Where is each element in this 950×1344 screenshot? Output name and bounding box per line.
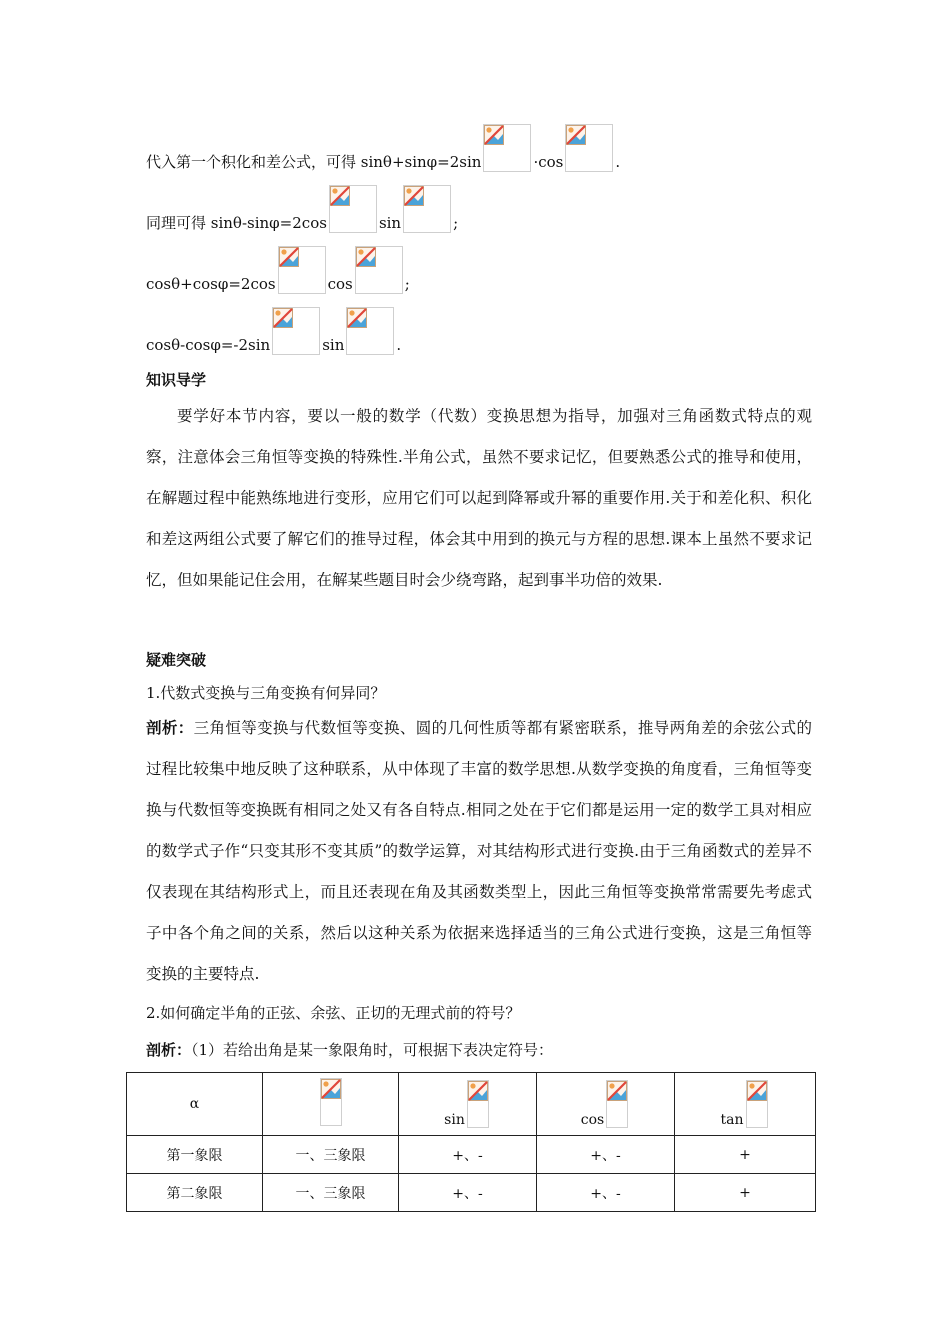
guide-paragraph: 要学好本节内容，要以一般的数学（代数）变换思想为指导，加强对三角函数式特点的观察，注意体会三角恒等变换的特殊性.半角公式，虽然不要求记忆，但要熟悉公式的推导和使用，在解题过程中能熟练地进行变形，应用它们可以起到降幂或升幂的重要作用.关于和差化积、积化和差这两组公式要了解它们的推导过程，体会其中用到的换元与方程的思想.课本上虽然不要求记忆，但如果能记住会用，在解某些题目时会少绕弯路，起到事半功倍的效果.	[146, 407, 812, 589]
formula-text: ;	[453, 214, 459, 232]
section-heading-difficulty: 疑难突破	[146, 651, 207, 669]
broken-image-icon	[272, 307, 320, 355]
broken-image-icon	[403, 185, 451, 233]
table-row	[127, 1174, 816, 1212]
table-cell: +、-	[537, 1174, 675, 1212]
table-row	[127, 1136, 816, 1174]
answer-2	[146, 1040, 553, 1060]
broken-image-icon	[329, 185, 377, 233]
table-cell: 第二象限	[127, 1174, 263, 1212]
formula-text: sin	[322, 336, 345, 354]
broken-image-icon	[278, 246, 326, 294]
table-header-cell: cos	[537, 1073, 675, 1136]
formula-text: 代入第一个积化和差公式，可得 sinθ+sinφ=2sin	[146, 153, 482, 171]
broken-image-icon	[467, 1080, 489, 1128]
broken-image-icon	[355, 246, 403, 294]
formula-line-2	[146, 185, 458, 233]
formula-line-3	[146, 246, 410, 294]
formula-text: cosθ-cosφ=-2sin	[146, 336, 271, 354]
broken-image-icon	[606, 1080, 628, 1128]
table-header-cell	[263, 1073, 399, 1136]
table-header-cell: sin	[399, 1073, 537, 1136]
formula-text: cosθ+cosφ=2cos	[146, 275, 276, 293]
broken-image-icon	[746, 1080, 768, 1128]
section-heading-guide: 知识导学	[146, 371, 207, 389]
formula-text: sin	[378, 214, 402, 232]
table-cell: 第一象限	[127, 1136, 263, 1174]
table-cell: +、-	[399, 1174, 537, 1212]
answer-1-text: 三角恒等变换与代数恒等变换、圆的几何性质等都有紧密联系，推导两角差的余弦公式的过程比较集中地反映了这种联系，从中体现了丰富的数学思想.从数学变换的角度看，三角恒等变换与代数恒等变换既有相同之处又有各自特点.相同之处在于它们都是运用一定的数学工具对相应的数学式子作“只变其形不变其质”的数学运算，对其结构形式进行变换.由于三角函数式的差异不仅表现在其结构形式上，而且还表现在角及其函数类型上，因此三角恒等变换常常需要先考虑式子中各个角之间的关系，然后以这种关系为依据来选择适当的三角公式进行变换，这是三角恒等变换的主要特点.	[146, 719, 812, 983]
table-cell: 一、三象限	[263, 1174, 399, 1212]
table-cell: +	[675, 1174, 816, 1212]
formula-text: .	[396, 336, 402, 354]
formula-text: .	[615, 153, 621, 171]
answer-1	[146, 708, 812, 995]
broken-image-icon	[565, 124, 613, 172]
table-header-row	[127, 1073, 816, 1136]
table-cell: +、-	[537, 1136, 675, 1174]
formula-text: cos	[327, 275, 353, 293]
analysis-label: 剖析：	[146, 1041, 192, 1059]
table-cell: +、-	[399, 1136, 537, 1174]
question-2: 2.如何确定半角的正弦、余弦、正切的无理式前的符号？	[146, 1004, 521, 1022]
formula-text: ·cos	[533, 153, 564, 171]
broken-image-icon	[483, 124, 531, 172]
table-cell: 一、三象限	[263, 1136, 399, 1174]
formula-line-4	[146, 307, 401, 355]
broken-image-icon	[346, 307, 394, 355]
formula-text: ;	[404, 275, 410, 293]
table-header-cell: α	[127, 1073, 263, 1136]
table-cell: +	[675, 1136, 816, 1174]
broken-image-icon	[320, 1078, 342, 1126]
analysis-label: 剖析：	[146, 719, 194, 737]
table-header-cell: tan	[675, 1073, 816, 1136]
answer-2-text: （1）若给出角是某一象限角时，可根据下表决定符号：	[191, 1041, 554, 1059]
sign-table	[126, 1072, 816, 1212]
formula-text: 同理可得 sinθ-sinφ=2cos	[146, 214, 327, 232]
formula-line-1	[146, 124, 620, 172]
question-1: 1.代数式变换与三角变换有何异同？	[146, 684, 386, 702]
